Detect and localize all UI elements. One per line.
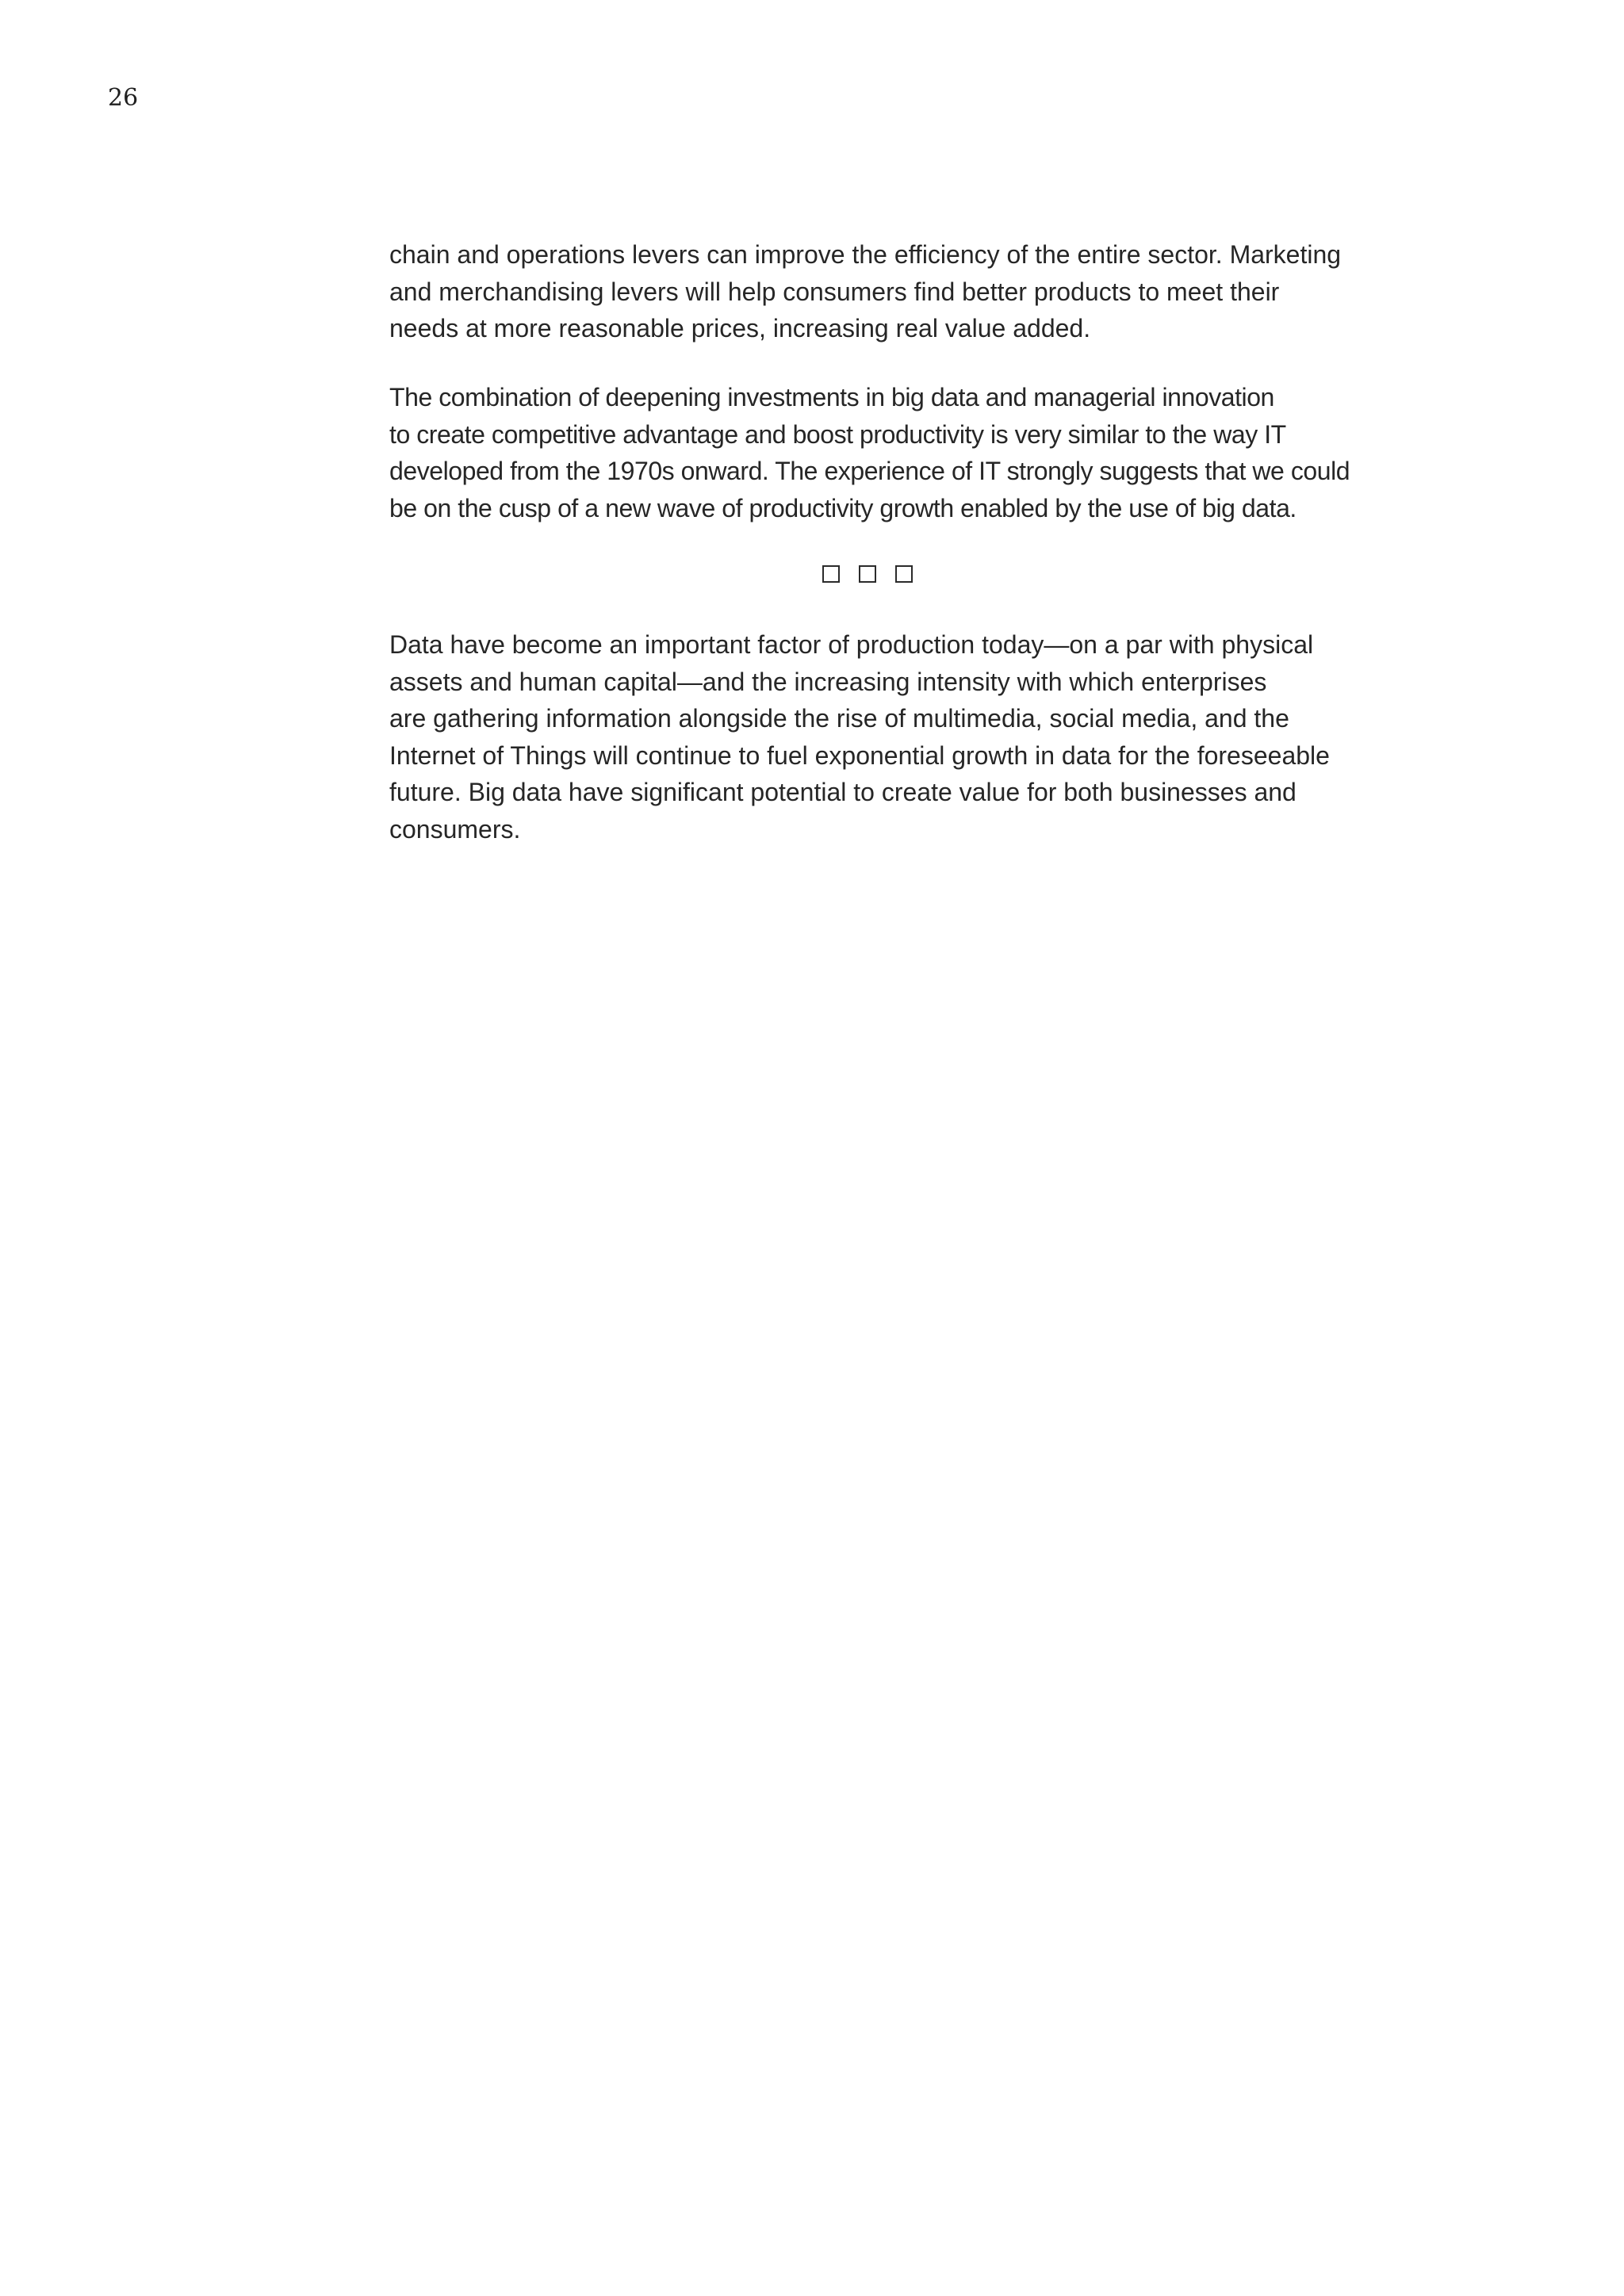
paragraph-line: to create competitive advantage and boost productivity is very similar to the way IT: [389, 419, 1286, 449]
paragraph-line: and merchandising levers will help consumers find better products to meet their: [389, 277, 1280, 306]
square-icon: [822, 565, 840, 583]
paragraph-1: [389, 236, 1373, 347]
paragraph-line: future. Big data have significant potential to create value for both businesses and: [389, 778, 1297, 806]
paragraph-line: assets and human capital—and the increasing intensity with which enterprises: [389, 667, 1267, 696]
square-icon: [859, 565, 876, 583]
paragraph-line: be on the cusp of a new wave of productivity growth enabled by the use of big data.: [389, 493, 1297, 522]
paragraph-2: [389, 379, 1373, 526]
paragraph-line: Data have become an important factor of production today—on a par with physical: [389, 630, 1314, 659]
paragraph-line: The combination of deepening investments in big data and managerial innovation: [389, 383, 1274, 411]
square-icon: [895, 565, 913, 583]
paragraph-line: consumers.: [389, 814, 521, 844]
paragraph-line: needs at more reasonable prices, increasing real value added.: [389, 314, 1091, 342]
section-divider: [822, 565, 913, 586]
paragraph-3: [389, 626, 1373, 848]
paragraph-line: Internet of Things will continue to fuel exponential growth in data for the foreseeable: [389, 740, 1330, 770]
paragraph-line: developed from the 1970s onward. The experience of IT strongly suggests that we could: [389, 457, 1350, 485]
page-number: 26: [108, 84, 139, 112]
paragraph-line: are gathering information alongside the rise of multimedia, social media, and the: [389, 704, 1289, 733]
paragraph-line: chain and operations levers can improve the efficiency of the entire sector. Marketing: [389, 240, 1342, 269]
